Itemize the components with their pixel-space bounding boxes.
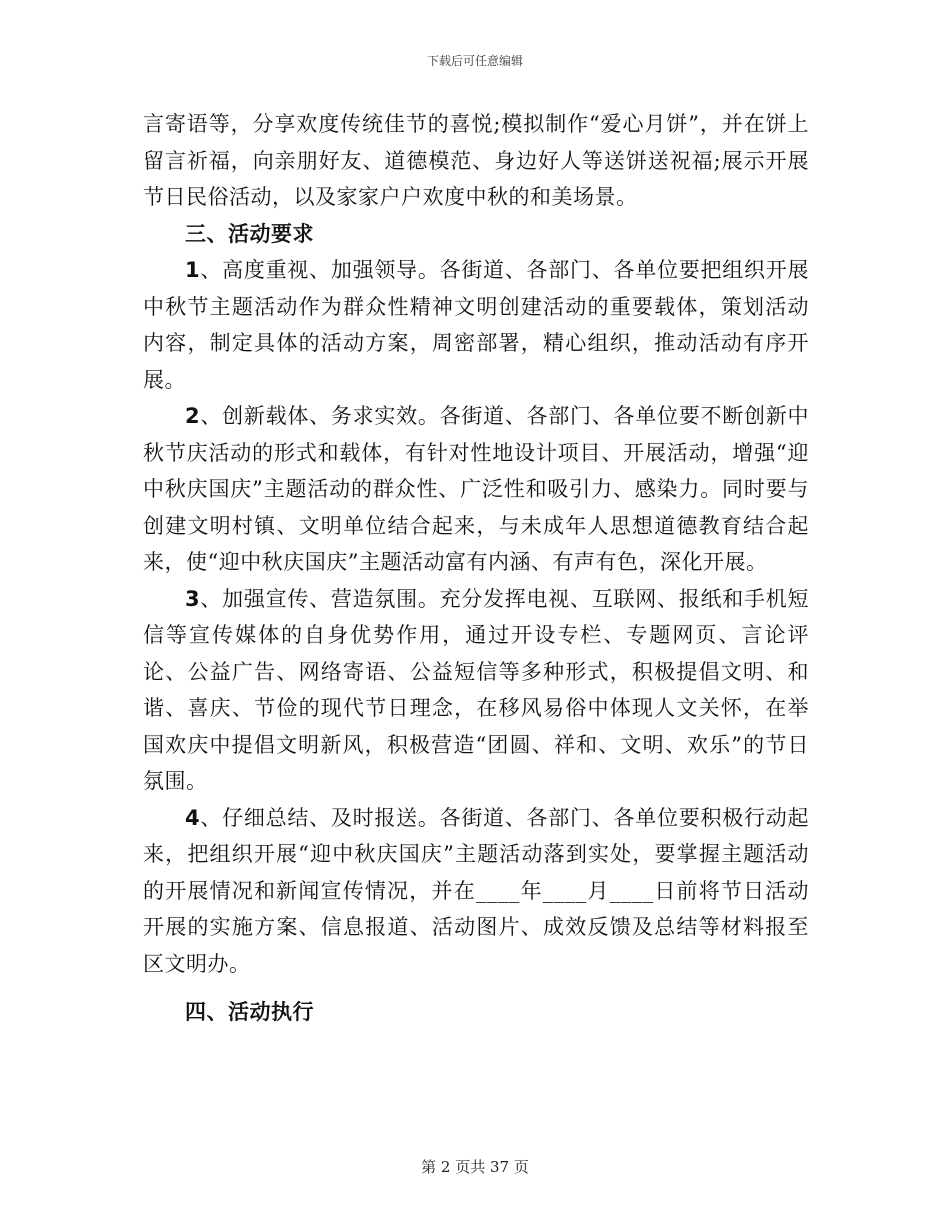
requirement-item-2 [143,398,809,581]
item-text: 、高度重视、加强领导。各街道、各部门、各单位要把组织开展中秋节主题活动作为群众性精神文明创建活动的重要载体，策划活动内容，制定具体的活动方案，周密部署，精心组织，推动活动有序开展。 [143,258,809,392]
requirement-item-1 [143,252,809,398]
item-number: 1 [185,258,201,282]
item-text: 、加强宣传、营造氛围。充分发挥电视、互联网、报纸和手机短信等宣传媒体的自身优势作用，通过开设专栏、专题网页、言论评论、公益广告、网络寄语、公益短信等多种形式，积极提倡文明、和谐、喜庆、节俭的现代节日理念，在移风易俗中体现人文关怀，在举国欢庆中提倡文明新风，积极营造“团圆、祥和、文明、欢乐”的节日氛围。 [143,586,809,793]
requirement-item-3 [143,581,809,800]
section-heading-execution: 四、活动执行 [185,1000,314,1024]
item-text: 、仔细总结、及时报送。各街道、各部门、各单位要积极行动起来，把组织开展“迎中秋庆国庆”主题活动落到实处，要掌握主题活动的开展情况和新闻宣传情况，并在____年____月____日前将节日活动开展的实施方案、信息报道、活动图片、成效反馈及总结等材料报至区文明办。 [143,805,809,976]
document-body [143,106,809,1031]
page-footer: 第 2 页共 37 页 [421,1158,529,1176]
item-number: 4 [185,805,201,830]
requirement-item-4 [143,800,809,983]
intro-paragraph: 言寄语等，分享欢度传统佳节的喜悦;模拟制作“爱心月饼”，并在饼上留言祈福，向亲朋好友、道德模范、身边好人等送饼送祝福;展示开展节日民俗活动，以及家家户户欢度中秋的和美场景。 [143,112,809,209]
page-header: 下载后可任意编辑 [426,54,523,68]
item-number: 3 [185,586,201,611]
item-text: 、创新载体、务求实效。各街道、各部门、各单位要不断创新中秋节庆活动的形式和载体，有针对性地设计项目、开展活动，增强“迎中秋庆国庆”主题活动的群众性、广泛性和吸引力、感染力。同时要与创建文明村镇、文明单位结合起来，与未成年人思想道德教育结合起来，使“迎中秋庆国庆”主题活动富有内涵、有声有色，深化开展。 [143,404,809,574]
section-heading-requirements: 三、活动要求 [185,221,314,246]
item-number: 2 [185,404,201,428]
